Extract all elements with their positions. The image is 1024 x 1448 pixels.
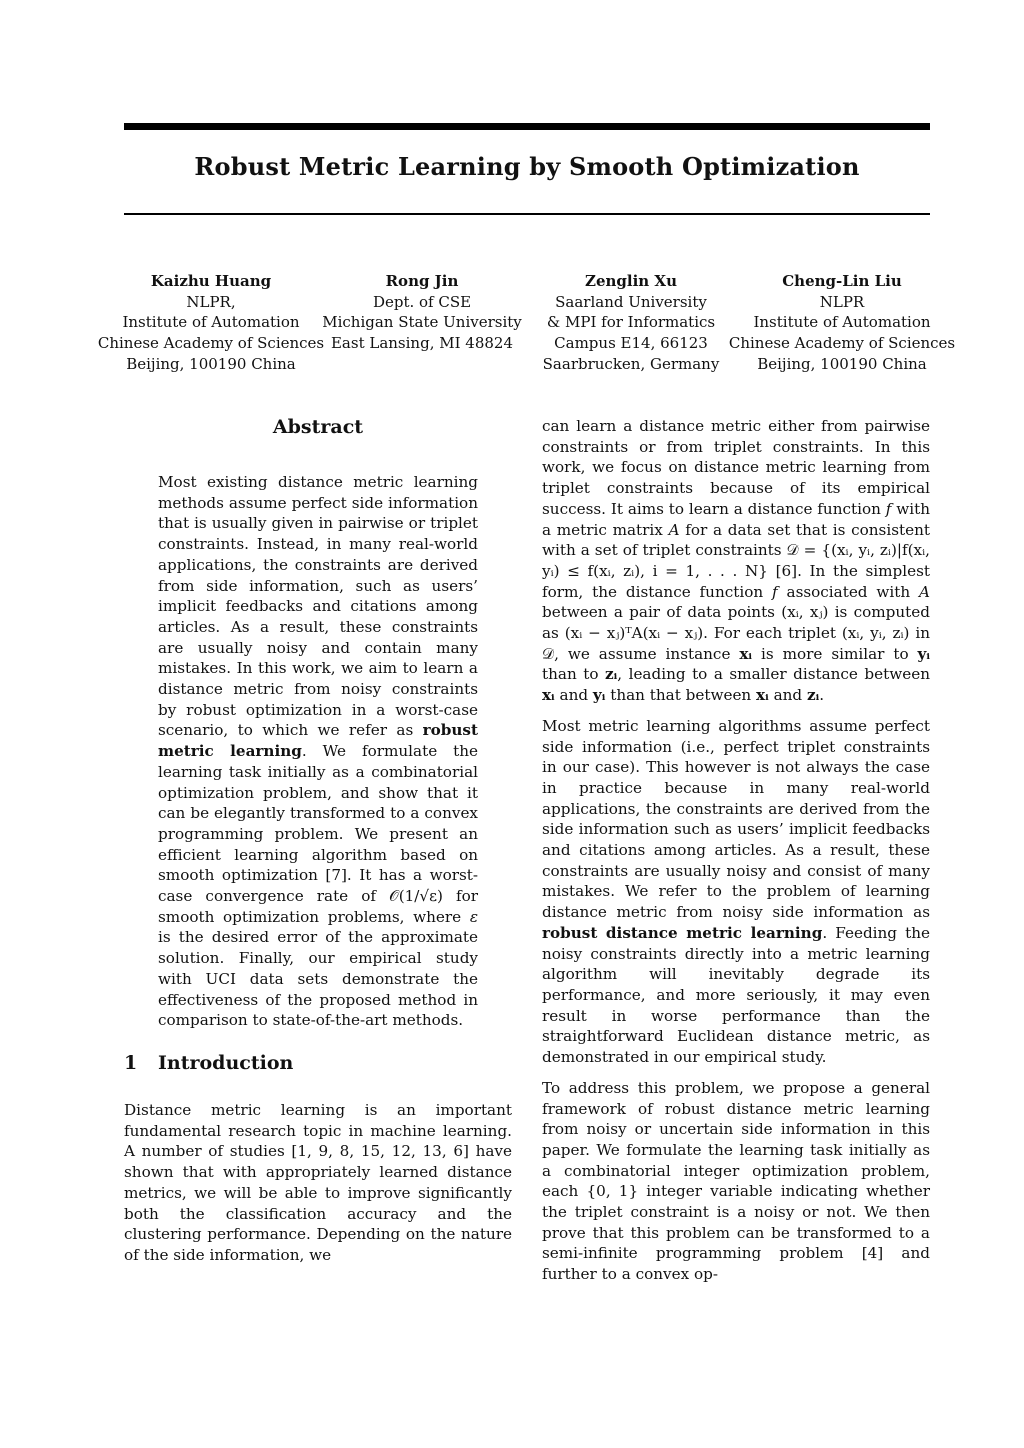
- abstract-body: [158, 472, 478, 1031]
- right-paragraph-1: [542, 416, 930, 706]
- math-f: f: [885, 499, 892, 518]
- convergence-rate-math: 𝒪(1/√ε): [389, 887, 443, 906]
- text: for a data set that is consistent with a set of triplet constraints: [542, 520, 930, 560]
- author-name: Kaizhu Huang: [150, 272, 272, 290]
- author-1: [96, 271, 326, 375]
- math-A: A: [668, 520, 680, 539]
- section-number: 1: [124, 1052, 138, 1074]
- math-zi: zᵢ: [604, 665, 618, 684]
- affiliation-line: Institute of Automation: [122, 313, 300, 332]
- text: and: [554, 686, 593, 705]
- affiliation-line: Saarbrucken, Germany: [542, 354, 720, 373]
- text: in: [909, 624, 930, 643]
- math-distance-formula: (xᵢ − xⱼ)ᵀA(xᵢ − xⱼ): [564, 624, 704, 643]
- abstract-text: . We formulate the learning task initially as a combinatorial optimization problem, and show that it can be elegantly transformed to a convex programming problem. We present an efficient learning algorithm based on smooth optimization [7]. It has a worst-case convergence rate of: [158, 742, 478, 906]
- text: than to: [542, 665, 605, 684]
- math-pair: (xᵢ, xⱼ): [781, 603, 829, 622]
- text: associated with: [777, 582, 920, 601]
- text: than that between: [605, 686, 757, 705]
- affiliation-line: & MPI for Informatics: [546, 313, 716, 332]
- introduction-body: [124, 1100, 512, 1266]
- affiliation-line: NLPR,: [186, 292, 236, 311]
- affiliation-line: Beijing, 100190 China: [126, 354, 296, 373]
- text: is more similar to: [752, 644, 918, 663]
- text: , leading to a smaller distance between: [617, 665, 930, 684]
- right-column: [542, 416, 930, 1295]
- author-block: [96, 271, 956, 381]
- affiliation-line: Chinese Academy of Sciences: [728, 334, 956, 353]
- math-yi: yᵢ: [917, 644, 930, 663]
- math-triplet-set: 𝒟 = {(xᵢ, yᵢ, zᵢ)|f(xᵢ, yᵢ) ≤ f(xᵢ, zᵢ), i = 1, . . . N}: [542, 541, 931, 580]
- affiliation-line: Beijing, 100190 China: [757, 354, 927, 373]
- math-zi: zᵢ: [806, 686, 820, 705]
- affiliation-line: Chinese Academy of Sciences: [97, 334, 325, 353]
- text: Most metric learning algorithms assume perfect side information (i.e., perfect triplet constraints in our case). This however is not always the case in practice because in many real-world applications, the constraints are derived from the side information such as users’ implicit feedbacks and citations among articles. As a result, these constraints are usually noisy and consist of many mistakes. We refer to the problem of learning distance metric from noisy side information as: [542, 716, 930, 922]
- abstract-text: is the desired error of the approximate solution. Finally, our empirical study with UCI data sets demonstrate the effectiveness of the proposed method in comparison to state-of-the-art methods.: [158, 928, 478, 1030]
- abstract-text: Most existing distance metric learning methods assume perfect side information that is usually given in pairwise or triplet constraints. Instead, in many real-world applications, the constraints are derived from side information, such as users’ implicit feedbacks and citations among articles. As a result, these constraints are usually noisy and contain many mistakes. In this work, we aim to learn a distance metric from noisy constraints by robust optimization in a worst-case scenario, to which we refer as: [158, 473, 478, 740]
- math-D: 𝒟: [542, 644, 555, 663]
- affiliation-line: Michigan State University: [322, 313, 522, 332]
- title-rule: [124, 213, 930, 215]
- section-heading-introduction: [124, 1052, 293, 1074]
- author-4: [726, 271, 958, 375]
- text: [6]. In the simplest form, the distance function: [542, 561, 930, 601]
- text: can learn a distance metric either from pairwise constraints or from triplet constraints. In this work, we focus on distance metric learning from triplet constraints because of its empirical success. It aims to learn a distance function: [542, 417, 930, 518]
- affiliation-line: NLPR: [819, 292, 865, 311]
- right-paragraph-3: [542, 1078, 930, 1285]
- author-3: [536, 271, 726, 375]
- affiliation-line: Institute of Automation: [753, 313, 931, 332]
- text: . Feeding the noisy constraints directly into a metric learning algorithm will inevitably degrade its performance, and more seriously, it may even result in worse performance than the straightforward Euclidean distance metric, as demonstrated in our empirical study.: [542, 923, 931, 1067]
- math-xi: xᵢ: [756, 686, 769, 705]
- affiliation-line: East Lansing, MI 48824: [330, 334, 513, 353]
- math-binary-set: {0, 1}: [586, 1182, 639, 1201]
- text: and: [768, 686, 807, 705]
- math-xi: xᵢ: [739, 644, 753, 663]
- epsilon-symbol: ε: [469, 907, 478, 926]
- text: . For each triplet: [703, 624, 842, 643]
- math-triplet: (xᵢ, yᵢ, zᵢ): [841, 624, 910, 643]
- author-name: Rong Jin: [385, 272, 459, 290]
- intro-paragraph: Distance metric learning is an important fundamental research topic in machine learning. A number of studies [1, 9, 8, 15, 12, 13, 6] have shown that with appropriately learned distance metrics, we will be able to improve significantly both the classification accuracy and the clustering performance. Depending on the nature of the side information, we: [124, 1101, 512, 1264]
- text: To address this problem, we propose a general framework of robust distance metric learning from noisy or uncertain side information in this paper. We formulate the learning task initially as a combinatorial integer optimization problem, each: [542, 1078, 930, 1201]
- text: .: [819, 686, 825, 705]
- right-paragraph-2: [542, 716, 930, 1068]
- math-xi: xᵢ: [542, 686, 555, 705]
- emphasis: robust distance metric learning: [542, 923, 823, 942]
- text: , we assume instance: [554, 644, 740, 663]
- text: between a pair of data points: [542, 603, 782, 622]
- author-name: Zenglin Xu: [585, 272, 677, 290]
- abstract-text: for smooth optimization problems, where: [158, 887, 478, 926]
- math-A: A: [919, 582, 930, 601]
- math-yi: yᵢ: [592, 686, 606, 705]
- text: with a metric matrix: [542, 499, 930, 539]
- abstract-paragraph: [158, 472, 478, 1031]
- abstract-emphasis: robust metric learning: [158, 721, 478, 761]
- section-title: Introduction: [158, 1052, 294, 1074]
- author-name: Cheng-Lin Liu: [782, 272, 902, 290]
- paper-title: Robust Metric Learning by Smooth Optimization: [194, 152, 860, 181]
- affiliation-line: Campus E14, 66123: [554, 334, 708, 353]
- top-rule: [124, 123, 930, 130]
- text: is computed as: [542, 603, 930, 643]
- affiliation-line: Dept. of CSE: [372, 292, 472, 311]
- author-2: [320, 271, 524, 354]
- affiliation-line: Saarland University: [555, 292, 707, 311]
- abstract-heading: Abstract: [272, 416, 364, 438]
- text: integer variable indicating whether the triplet constraint is a noisy or not. We then prove that this problem can be transformed to a semi-infinite programming problem [4] and further to a convex op-: [542, 1182, 930, 1284]
- math-f: f: [772, 582, 778, 601]
